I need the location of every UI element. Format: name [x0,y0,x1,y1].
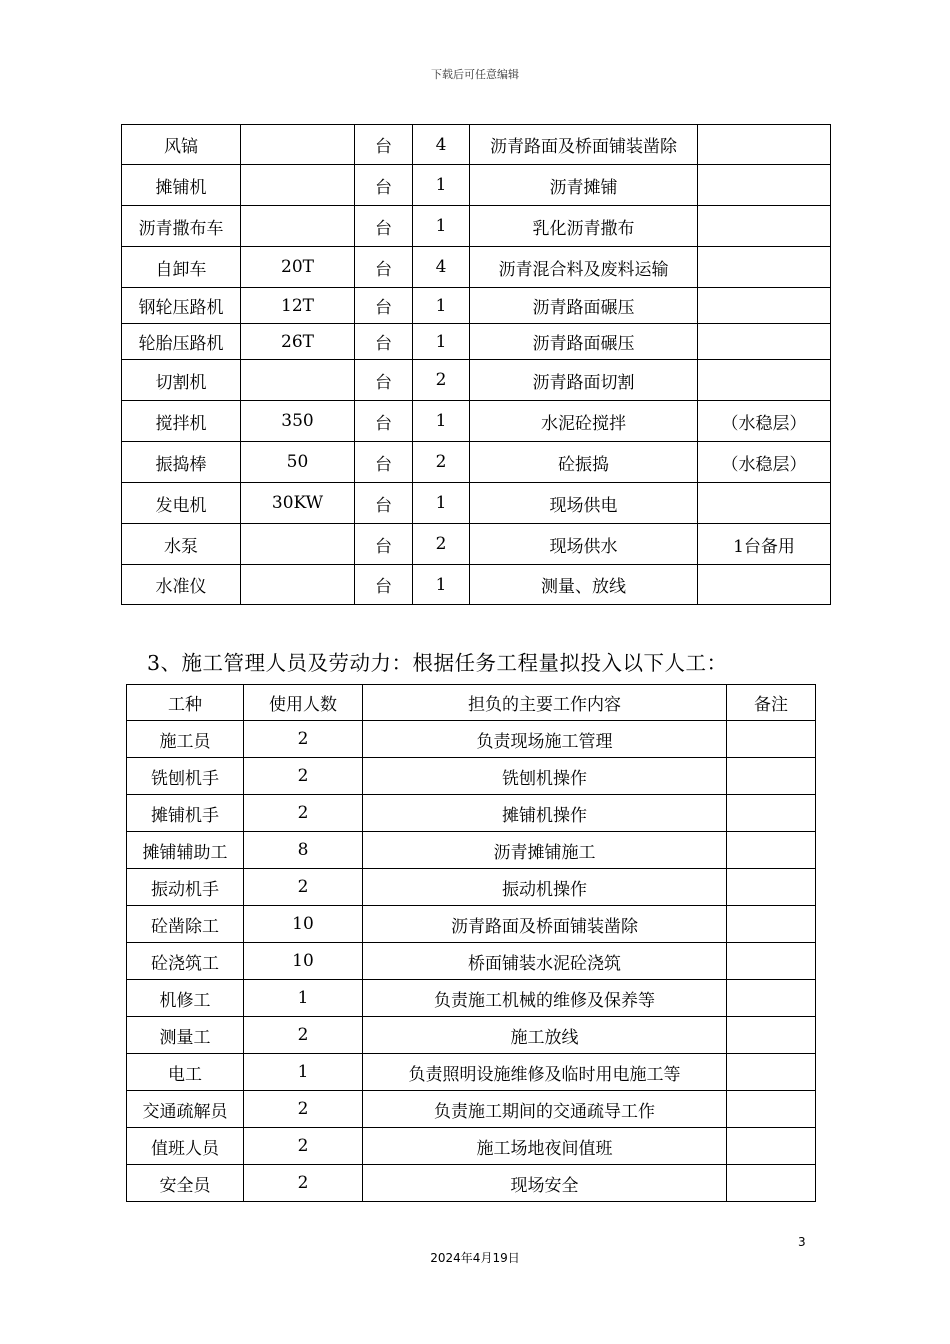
equipment-name: 风镐 [122,125,241,165]
labor-count: 2 [244,869,363,906]
equipment-qty: 1 [413,288,470,324]
labor-count: 8 [244,832,363,869]
equipment-name: 水准仪 [122,565,241,605]
labor-count: 2 [244,758,363,795]
equipment-usage: 砼振捣 [470,442,698,483]
equipment-unit: 台 [355,565,413,605]
equipment-qty: 1 [413,324,470,360]
labor-note [727,1165,816,1202]
equipment-row [122,247,831,288]
equipment-table [121,124,831,605]
labor-note [727,832,816,869]
section-heading: 3、施工管理人员及劳动力：根据任务工程量拟投入以下人工： [147,651,728,675]
equipment-row [122,442,831,483]
equipment-note [698,125,831,165]
equipment-usage: 沥青路面切割 [470,360,698,401]
labor-row [127,943,816,980]
labor-trade: 安全员 [127,1165,244,1202]
equipment-name: 振捣棒 [122,442,241,483]
equipment-unit: 台 [355,288,413,324]
equipment-spec: 350 [241,401,355,442]
equipment-unit: 台 [355,324,413,360]
labor-note [727,1091,816,1128]
equipment-unit: 台 [355,125,413,165]
labor-duty: 摊铺机操作 [363,795,727,832]
labor-count: 1 [244,980,363,1017]
labor-header-row [127,685,816,721]
labor-row [127,758,816,795]
equipment-note [698,565,831,605]
equipment-unit: 台 [355,483,413,524]
labor-column-header: 工种 [127,685,244,721]
equipment-unit: 台 [355,524,413,565]
equipment-spec [241,360,355,401]
equipment-qty: 1 [413,401,470,442]
labor-trade: 摊铺辅助工 [127,832,244,869]
equipment-spec [241,524,355,565]
labor-note [727,980,816,1017]
equipment-qty: 2 [413,442,470,483]
equipment-spec [241,565,355,605]
labor-note [727,1128,816,1165]
equipment-row [122,206,831,247]
labor-count: 2 [244,721,363,758]
equipment-spec [241,165,355,206]
labor-count: 2 [244,1091,363,1128]
labor-trade: 砼凿除工 [127,906,244,943]
equipment-qty: 4 [413,247,470,288]
labor-note [727,1054,816,1091]
labor-row [127,869,816,906]
labor-trade: 交通疏解员 [127,1091,244,1128]
footer-date: 2024年4月19日 [430,1251,520,1265]
equipment-spec: 26T [241,324,355,360]
labor-count: 2 [244,1128,363,1165]
labor-trade: 砼浇筑工 [127,943,244,980]
labor-count: 2 [244,1017,363,1054]
equipment-qty: 1 [413,565,470,605]
equipment-name: 切割机 [122,360,241,401]
equipment-note [698,483,831,524]
equipment-row [122,483,831,524]
labor-note [727,943,816,980]
labor-column-header: 担负的主要工作内容 [363,685,727,721]
equipment-spec: 30KW [241,483,355,524]
equipment-note [698,324,831,360]
equipment-usage: 沥青路面碾压 [470,324,698,360]
labor-duty: 沥青摊铺施工 [363,832,727,869]
equipment-unit: 台 [355,401,413,442]
page-header-note: 下载后可任意编辑 [431,68,519,81]
labor-trade: 测量工 [127,1017,244,1054]
labor-duty: 施工场地夜间值班 [363,1128,727,1165]
labor-row [127,795,816,832]
equipment-qty: 1 [413,206,470,247]
equipment-usage: 水泥砼搅拌 [470,401,698,442]
equipment-name: 发电机 [122,483,241,524]
labor-duty: 施工放线 [363,1017,727,1054]
labor-duty: 负责施工机械的维修及保养等 [363,980,727,1017]
equipment-note: （水稳层） [698,442,831,483]
labor-duty: 现场安全 [363,1165,727,1202]
equipment-spec: 12T [241,288,355,324]
labor-duty: 铣刨机操作 [363,758,727,795]
labor-note [727,758,816,795]
labor-trade: 值班人员 [127,1128,244,1165]
labor-note [727,795,816,832]
labor-row [127,1054,816,1091]
labor-trade: 机修工 [127,980,244,1017]
labor-column-header: 备注 [727,685,816,721]
labor-row [127,1017,816,1054]
equipment-unit: 台 [355,247,413,288]
labor-trade: 摊铺机手 [127,795,244,832]
equipment-note [698,247,831,288]
labor-duty: 振动机操作 [363,869,727,906]
labor-trade: 铣刨机手 [127,758,244,795]
equipment-row [122,565,831,605]
labor-column-header: 使用人数 [244,685,363,721]
equipment-note: 1台备用 [698,524,831,565]
labor-note [727,1017,816,1054]
labor-trade: 电工 [127,1054,244,1091]
labor-table [126,684,816,1202]
labor-duty: 负责施工期间的交通疏导工作 [363,1091,727,1128]
equipment-usage: 沥青摊铺 [470,165,698,206]
labor-duty: 桥面铺装水泥砼浇筑 [363,943,727,980]
equipment-spec: 50 [241,442,355,483]
labor-duty: 沥青路面及桥面铺装凿除 [363,906,727,943]
labor-row [127,832,816,869]
equipment-note: （水稳层） [698,401,831,442]
equipment-row [122,125,831,165]
labor-count: 1 [244,1054,363,1091]
equipment-qty: 2 [413,524,470,565]
equipment-name: 自卸车 [122,247,241,288]
equipment-row [122,360,831,401]
labor-row [127,1165,816,1202]
equipment-qty: 1 [413,483,470,524]
equipment-usage: 沥青路面碾压 [470,288,698,324]
labor-count: 10 [244,943,363,980]
labor-count: 2 [244,795,363,832]
equipment-unit: 台 [355,165,413,206]
equipment-usage: 测量、放线 [470,565,698,605]
equipment-spec [241,206,355,247]
equipment-usage: 现场供电 [470,483,698,524]
page-number: 3 [798,1235,806,1249]
equipment-name: 轮胎压路机 [122,324,241,360]
labor-row [127,721,816,758]
equipment-name: 沥青撒布车 [122,206,241,247]
equipment-spec [241,125,355,165]
equipment-note [698,165,831,206]
equipment-usage: 沥青路面及桥面铺装凿除 [470,125,698,165]
equipment-row [122,324,831,360]
equipment-name: 摊铺机 [122,165,241,206]
equipment-qty: 4 [413,125,470,165]
equipment-row [122,401,831,442]
labor-trade: 振动机手 [127,869,244,906]
equipment-qty: 2 [413,360,470,401]
labor-duty: 负责照明设施维修及临时用电施工等 [363,1054,727,1091]
equipment-usage: 沥青混合料及废料运输 [470,247,698,288]
equipment-row [122,165,831,206]
equipment-row [122,288,831,324]
labor-row [127,906,816,943]
equipment-note [698,206,831,247]
labor-row [127,1091,816,1128]
equipment-name: 钢轮压路机 [122,288,241,324]
labor-note [727,721,816,758]
equipment-qty: 1 [413,165,470,206]
equipment-note [698,288,831,324]
equipment-unit: 台 [355,442,413,483]
equipment-note [698,360,831,401]
labor-count: 2 [244,1165,363,1202]
equipment-row [122,524,831,565]
equipment-name: 水泵 [122,524,241,565]
labor-trade: 施工员 [127,721,244,758]
equipment-unit: 台 [355,360,413,401]
labor-row [127,1128,816,1165]
labor-count: 10 [244,906,363,943]
equipment-usage: 乳化沥青撒布 [470,206,698,247]
labor-row [127,980,816,1017]
equipment-name: 搅拌机 [122,401,241,442]
labor-duty: 负责现场施工管理 [363,721,727,758]
equipment-usage: 现场供水 [470,524,698,565]
equipment-spec: 20T [241,247,355,288]
labor-note [727,906,816,943]
equipment-unit: 台 [355,206,413,247]
labor-note [727,869,816,906]
